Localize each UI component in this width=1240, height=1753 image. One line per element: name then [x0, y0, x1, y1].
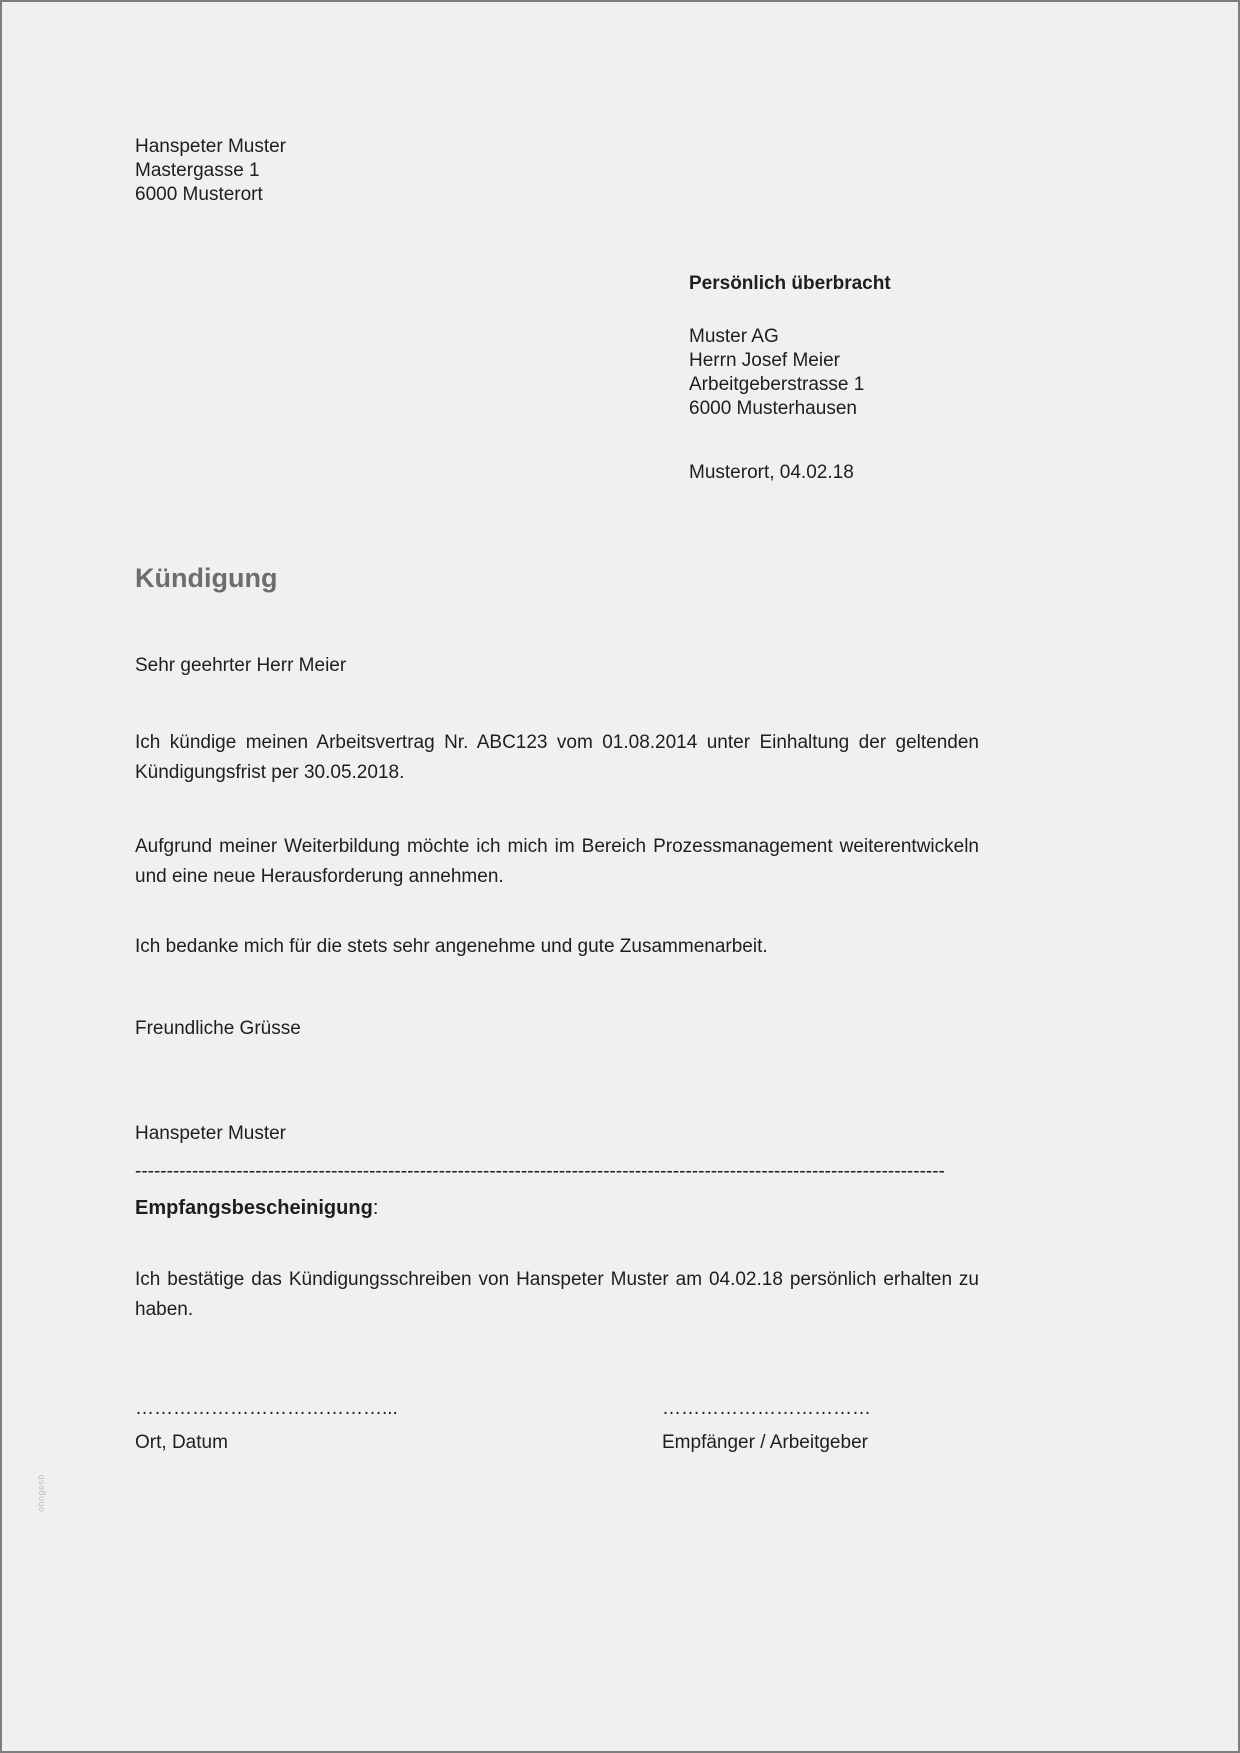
signature-name: Hanspeter Muster — [135, 1123, 287, 1144]
sender-name: Hanspeter Muster — [135, 136, 287, 157]
sender-street: Mastergasse 1 — [135, 160, 260, 181]
place-and-date: Musterort, 04.02.18 — [689, 462, 854, 483]
recipient-person: Herrn Josef Meier — [689, 350, 840, 371]
separator-dashed-line: -------------------------------------------------------------------------------------------------------------------------------- — [135, 1162, 945, 1182]
paragraph-termination-notice: Ich kündige meinen Arbeitsvertrag Nr. ABC123 vom 01.08.2014 unter Einhaltung der geltenden Kündigungsfrist per 30.05.2018. — [135, 732, 979, 783]
recipient-block — [689, 272, 979, 485]
recipient-street: Arbeitgeberstrasse 1 — [689, 374, 865, 395]
receipt-heading-text: Empfangsbescheinigung — [135, 1197, 373, 1219]
delivery-note: Persönlich überbracht — [689, 273, 891, 294]
label-place-date: Ort, Datum — [135, 1432, 228, 1453]
paragraph-thanks: Ich bedanke mich für die stets sehr angenehme und gute Zusammenarbeit. — [135, 936, 768, 957]
sender-city: 6000 Musterort — [135, 184, 263, 205]
paragraph-reason: Aufgrund meiner Weiterbildung möchte ich mich im Bereich Prozessmanagement weiterentwickeln und eine neue Herausforderung annehmen. — [135, 836, 979, 887]
recipient-city: 6000 Musterhausen — [689, 398, 857, 419]
closing-greeting: Freundliche Grüsse — [135, 1018, 301, 1039]
salutation: Sehr geehrter Herr Meier — [135, 655, 347, 676]
receipt-heading — [135, 1197, 979, 1220]
signature-dotted-line-right: …………………………… — [662, 1398, 871, 1419]
recipient-company: Muster AG — [689, 326, 779, 347]
sender-address-block — [135, 135, 979, 207]
recipient-address — [689, 325, 979, 421]
signature-fields-row — [135, 1397, 979, 1455]
signature-dotted-line-left: …………………………………... — [135, 1398, 398, 1419]
signature-field-recipient — [662, 1397, 871, 1455]
receipt-heading-colon: : — [372, 1197, 379, 1219]
watermark-text: ohngesb — [36, 1473, 46, 1512]
label-recipient-employer: Empfänger / Arbeitgeber — [662, 1432, 868, 1453]
signature-field-place-date — [135, 1397, 662, 1455]
receipt-confirmation-text: Ich bestätige das Kündigungsschreiben von Hanspeter Muster am 04.02.18 persönlich erhalten zu haben. — [135, 1269, 979, 1320]
letter-content — [135, 135, 979, 1455]
letter-title: Kündigung — [135, 563, 278, 593]
